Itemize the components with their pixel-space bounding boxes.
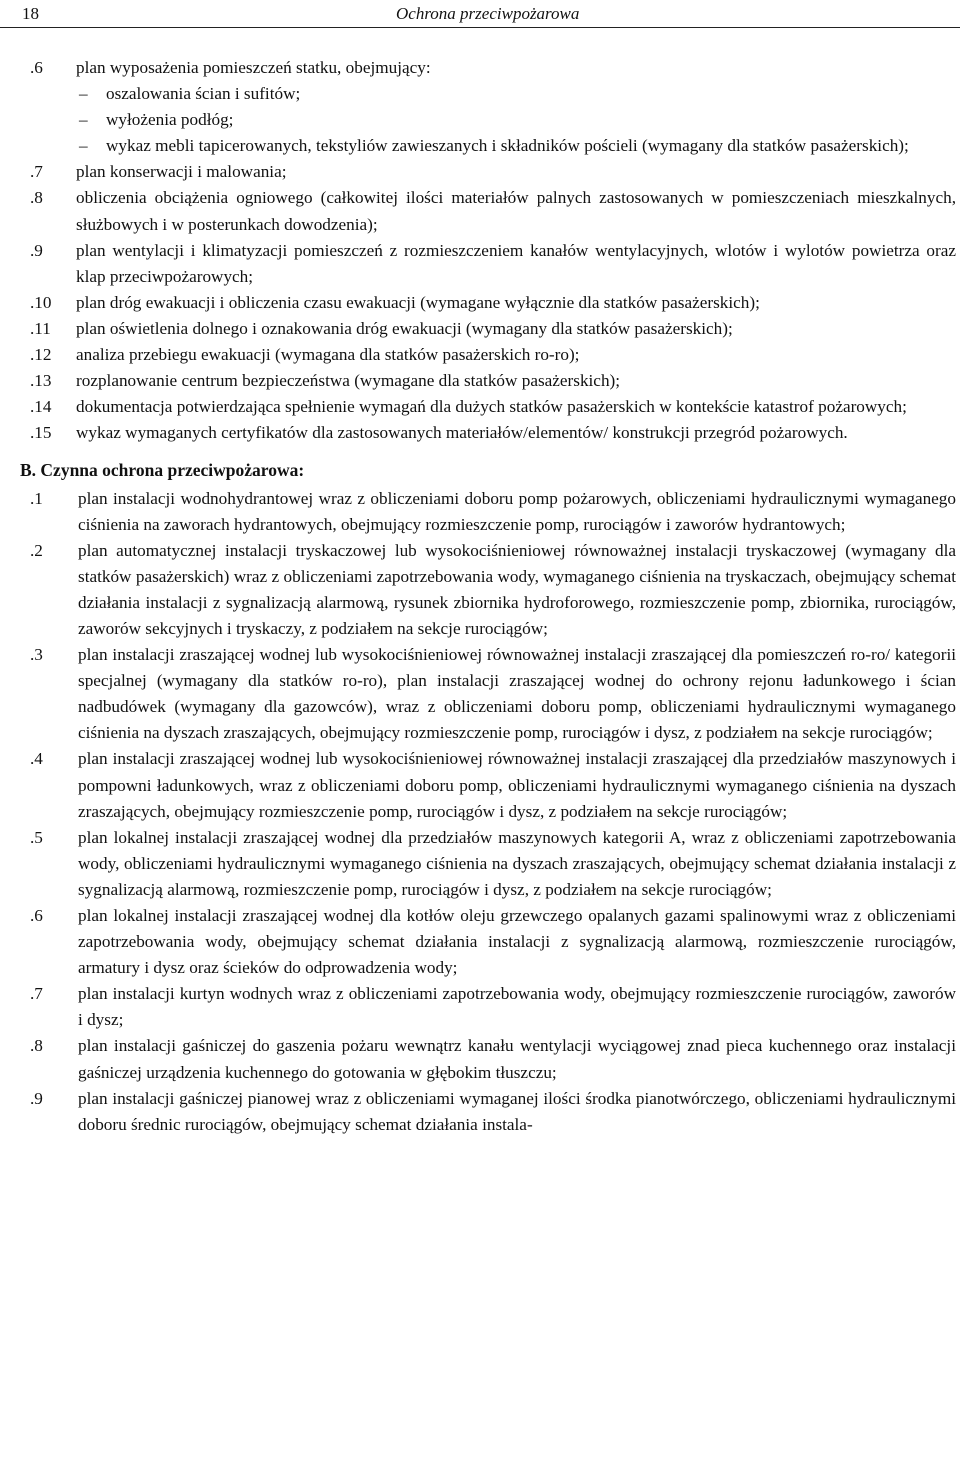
item-text: plan wyposażenia pomieszczeń statku, obejmujący: bbox=[76, 58, 431, 77]
item-number: .9 bbox=[30, 1088, 43, 1108]
list-item bbox=[30, 981, 956, 1033]
list-item bbox=[30, 159, 956, 185]
sub-item-text: wykaz mebli tapicerowanych, tekstyliów zawieszanych i składników pościeli (wymagany dla statków pasażerskich); bbox=[106, 136, 909, 156]
item-text: plan instalacji wodnohydrantowej wraz z obliczeniami doboru pomp pożarowych, obliczeniami hydraulicznymi wymaganego ciśnienia na zaworach hydrantowych, obejmujący rozmieszczenie pomp, rurociągów i zaworów hydrantowych; bbox=[78, 488, 956, 534]
item-number: .2 bbox=[30, 540, 43, 560]
item-text: plan konserwacji i malowania; bbox=[76, 162, 287, 182]
list-item bbox=[30, 642, 956, 746]
page-number: 18 bbox=[22, 4, 39, 23]
item-text: obliczenia obciążenia ogniowego (całkowitej ilości materiałów palnych zastosowanych w pomieszczeniach mieszkalnych, służbowych i w posterunkach dowodzenia); bbox=[76, 188, 956, 234]
list-item bbox=[30, 538, 956, 642]
item-text: plan instalacji gaśniczej do gaszenia pożaru wewnątrz kanału wentylacji wyciągowej znad pieca kuchennego oraz instalacji gaśniczej urządzenia kuchennego do gotowania w głębokim tłuszczu; bbox=[78, 1036, 956, 1082]
list-item bbox=[30, 238, 956, 290]
list-item bbox=[30, 746, 956, 824]
section-b-heading: B. Czynna ochrona przeciwpożarowa: bbox=[20, 460, 305, 481]
list-item bbox=[30, 394, 956, 420]
item-number: .8 bbox=[30, 188, 43, 208]
item-number: .14 bbox=[30, 397, 52, 417]
item-text: wykaz wymaganych certyfikatów dla zastosowanych materiałów/elementów/ konstrukcji przegród pożarowych. bbox=[76, 423, 848, 443]
item-text: plan instalacji gaśniczej pianowej wraz z obliczeniami wymaganej ilości środka pianotwórczego, obliczeniami hydraulicznymi doboru średnic rurociągów, obejmujący schemat działania instala- bbox=[78, 1088, 956, 1134]
item-number: .11 bbox=[30, 318, 51, 338]
item-number: .10 bbox=[30, 292, 52, 312]
list-item bbox=[30, 825, 956, 903]
list-item bbox=[30, 290, 956, 316]
list-item bbox=[30, 1033, 956, 1085]
item-text: plan instalacji kurtyn wodnych wraz z obliczeniami zapotrzebowania wody, obejmujący rozmieszczenie rurociągów, zaworów i dysz; bbox=[78, 984, 956, 1030]
dash-bullet: – bbox=[79, 84, 88, 104]
item-number: .3 bbox=[30, 645, 43, 665]
list-item bbox=[30, 368, 956, 394]
sub-list-item bbox=[30, 133, 956, 159]
list-item bbox=[30, 486, 956, 538]
item-number: .1 bbox=[30, 488, 43, 508]
item-text: plan automatycznej instalacji tryskaczowej lub wysokociśnieniowej równoważnej instalacji tryskaczowej (wymagany dla statków pasażerskich) wraz z obliczeniami zapotrzebowania wody, wymaganego ciśnienia na tryskaczach, obejmujący schemat działania instalacji z sygnalizacją alarmową, rysunek zbiornika hydroforowego, rozmieszczenie pomp, zbiornika, rurociągów, zaworów sekcyjnych i tryskaczy, z podziałem na sekcje rurociągów; bbox=[78, 540, 956, 638]
item-text: plan instalacji zraszającej wodnej lub wysokociśnieniowej równoważnej instalacji zraszającej dla przedziałów maszynowych i pompowni ładunkowych, wraz z obliczeniami doboru pomp, obliczeniami hydraulicznymi wymaganego ciśnienia na dyszach zraszających, obejmujący rozmieszczenie pomp, rurociągów i dysz, z podziałem na sekcje rurociągów; bbox=[78, 749, 956, 821]
page-header bbox=[0, 0, 960, 28]
item-number: .7 bbox=[30, 984, 43, 1004]
item-number: .4 bbox=[30, 749, 43, 769]
sub-item-text: wyłożenia podłóg; bbox=[106, 110, 234, 130]
item-number: .15 bbox=[30, 423, 52, 443]
list-item bbox=[30, 185, 956, 237]
item-text: plan wentylacji i klimatyzacji pomieszczeń z rozmieszczeniem kanałów wentylacyjnych, wlotów i wylotów powietrza oraz klap przeciwpożarowych; bbox=[76, 240, 956, 286]
item-text: plan oświetlenia dolnego i oznakowania dróg ewakuacji (wymagany dla statków pasażerskich); bbox=[76, 318, 733, 338]
item-text: rozplanowanie centrum bezpieczeństwa (wymagane dla statków pasażerskich); bbox=[76, 371, 621, 391]
item-text: dokumentacja potwierdzająca spełnienie wymagań dla dużych statków pasażerskich w kontekście katastrof pożarowych; bbox=[76, 397, 907, 417]
section-b-list bbox=[30, 486, 956, 1138]
document-body bbox=[20, 55, 956, 1138]
item-text: plan instalacji zraszającej wodnej lub wysokociśnieniowej równoważnej instalacji zraszającej dla pomieszczeń ro-ro/ kategorii specjalnej (wymagany dla statków ro-ro), plan instalacji zraszającej wodnej do ochrony rejonu ładunkowego i ścian nadbudówek (wymagany dla gazowców), wraz z obliczeniami doboru pomp, obliczeniami hydraulicznymi wymaganego ciśnienia na dyszach zraszających, obejmujący rozmieszczenie pomp, rurociągów i dysz, z podziałem na sekcje rurociągów; bbox=[78, 645, 956, 743]
list-item bbox=[30, 420, 956, 446]
item-text: plan lokalnej instalacji zraszającej wodnej dla kotłów oleju grzewczego opalanych gazami spalinowymi wraz z obliczeniami zapotrzebowania wody, obejmujący schemat działania instalacji z sygnalizacją alarmową, rozmieszczenie rurociągów, armatury i dysz oraz ścieków do odprowadzenia wody; bbox=[78, 906, 956, 978]
section-a-list bbox=[30, 55, 956, 446]
item-number: .6 bbox=[30, 906, 43, 925]
sub-list-item bbox=[30, 81, 956, 107]
item-text: plan lokalnej instalacji zraszającej wodnej dla przedziałów maszynowych kategorii A, wraz z obliczeniami zapotrzebowania wody, obliczeniami hydraulicznymi wymaganego ciśnienia na dyszach zraszających, obejmujący schemat działania instalacji z sygnalizacją alarmową, rozmieszczenie pomp, rurociągów i dysz, z podziałem na sekcje rurociągów; bbox=[78, 827, 956, 899]
item-number: .6 bbox=[30, 58, 43, 77]
list-item bbox=[30, 1086, 956, 1138]
list-item bbox=[30, 903, 956, 981]
sub-list-item bbox=[30, 107, 956, 133]
item-number: .7 bbox=[30, 162, 43, 182]
item-number: .12 bbox=[30, 345, 52, 365]
item-number: .8 bbox=[30, 1036, 43, 1056]
sub-item-text: oszalowania ścian i sufitów; bbox=[106, 84, 301, 104]
item-text: plan dróg ewakuacji i obliczenia czasu ewakuacji (wymagane wyłącznie dla statków pasażerskich); bbox=[76, 292, 760, 312]
dash-bullet: – bbox=[79, 136, 88, 156]
dash-bullet: – bbox=[79, 110, 88, 130]
item-number: .9 bbox=[30, 240, 43, 260]
item-number: .13 bbox=[30, 371, 52, 391]
item-number: .5 bbox=[30, 827, 43, 847]
list-item bbox=[30, 342, 956, 368]
item-text: analiza przebiegu ewakuacji (wymagana dla statków pasażerskich ro-ro); bbox=[76, 345, 580, 365]
list-item bbox=[30, 55, 956, 81]
list-item bbox=[30, 316, 956, 342]
running-title: Ochrona przeciwpożarowa bbox=[396, 4, 580, 23]
